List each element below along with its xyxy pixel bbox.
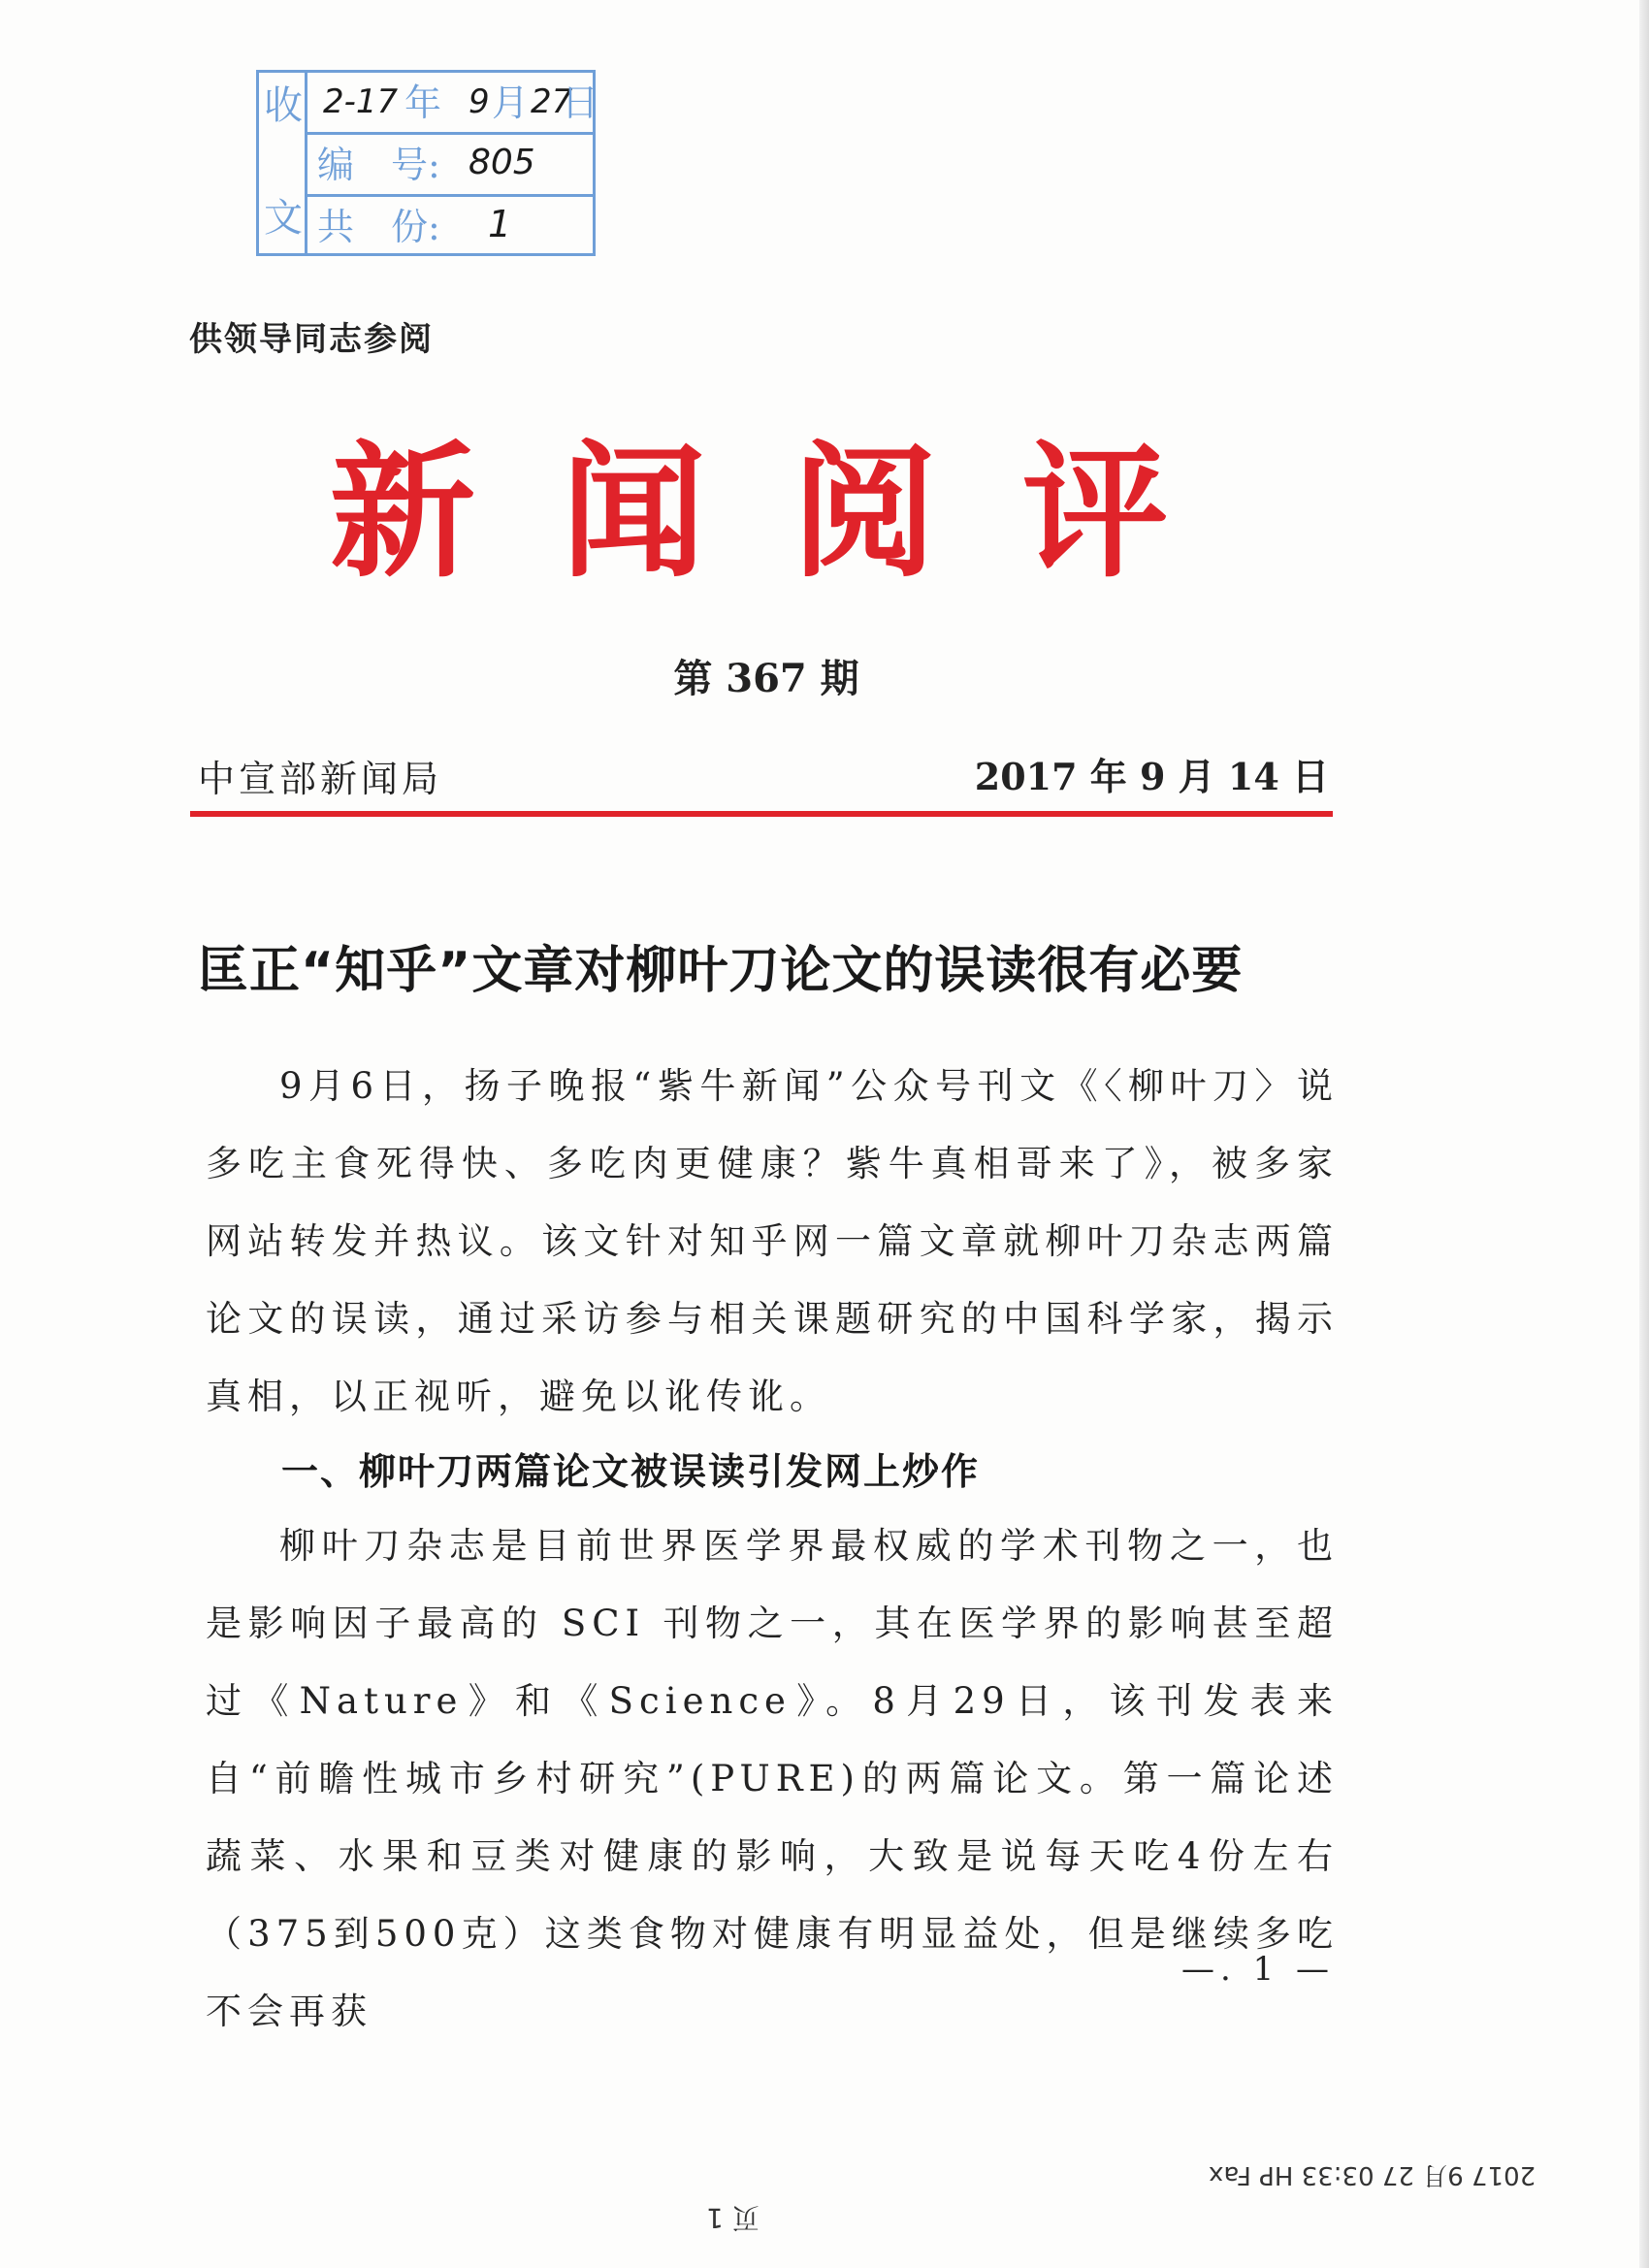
stamp-handwritten-year: 2-17 — [323, 82, 399, 121]
stamp-copies-row — [307, 197, 593, 259]
article-title: 匡正“知乎”文章对柳叶刀论文的误读很有必要 — [198, 942, 1244, 1000]
stamp-copies-label: 共 份: — [317, 206, 440, 248]
fax-transmission-header: 2017 9月 27 03:33 HP Fax — [1209, 2160, 1536, 2189]
stamp-side-column — [259, 73, 307, 253]
stamp-day-label: 日 — [562, 81, 599, 124]
header-red-rule — [190, 811, 1333, 817]
page-number: —. 1 — — [1181, 1950, 1336, 1989]
receipt-stamp — [256, 70, 599, 256]
issue-date: 2017 年 9 月 14 日 — [974, 755, 1329, 798]
stamp-handwritten-copies: 1 — [488, 203, 512, 245]
masthead-title: 新闻阅评 — [330, 427, 1254, 598]
stamp-side-char-top: 收 — [264, 83, 303, 128]
stamp-handwritten-number: 805 — [469, 143, 535, 182]
distribution-note: 供领导同志参阅 — [189, 320, 434, 359]
stamp-handwritten-month: 9 — [469, 82, 490, 121]
issuing-department: 中宣部新闻局 — [198, 758, 443, 800]
scan-edge-shadow — [1639, 0, 1649, 2268]
stamp-side-char-bottom: 文 — [264, 196, 303, 241]
article-paragraph-1: 9月6日，扬子晚报“紫牛新闻”公众号刊文《〈柳叶刀〉说多吃主食死得快、多吃肉更健康？紫牛真相哥来了》，被多家网站转发并热议。该文针对知乎网一篇文章就柳叶刀杂志两篇论文的误读，通过采访参与相关课题研究的中国科学家，揭示真相，以正视听，避免以讹传讹。 — [206, 1065, 1339, 1417]
stamp-date-row — [307, 73, 599, 135]
stamp-year-label: 年 — [404, 81, 442, 124]
stamp-number-label: 编 号: — [317, 144, 440, 186]
stamp-number-row — [307, 135, 593, 197]
issue-number: 第 367 期 — [673, 656, 859, 701]
article-paragraph-2: 柳叶刀杂志是目前世界医学界最权威的学术刊物之一，也是影响因子最高的 SCI 刊物之一，其在医学界的影响甚至超过《Nature》和《Science》。8月29日，该刊发表来自“前瞻性城市乡村研究”(PURE)的两篇论文。第一篇论述蔬菜、水果和豆类对健康的影响，大致是说每天吃4份左右（375到500克）这类食物对健康有明显益处，但是继续多吃不会再获 — [206, 1525, 1339, 2032]
section-heading-1: 一、柳叶刀两篇论文被误读引发网上炒作 — [281, 1450, 981, 1493]
stamp-month-label: 月 — [492, 81, 530, 124]
fax-page-marker: 页 1 — [706, 2202, 760, 2234]
stamp-handwritten-day: 27 — [531, 82, 573, 121]
